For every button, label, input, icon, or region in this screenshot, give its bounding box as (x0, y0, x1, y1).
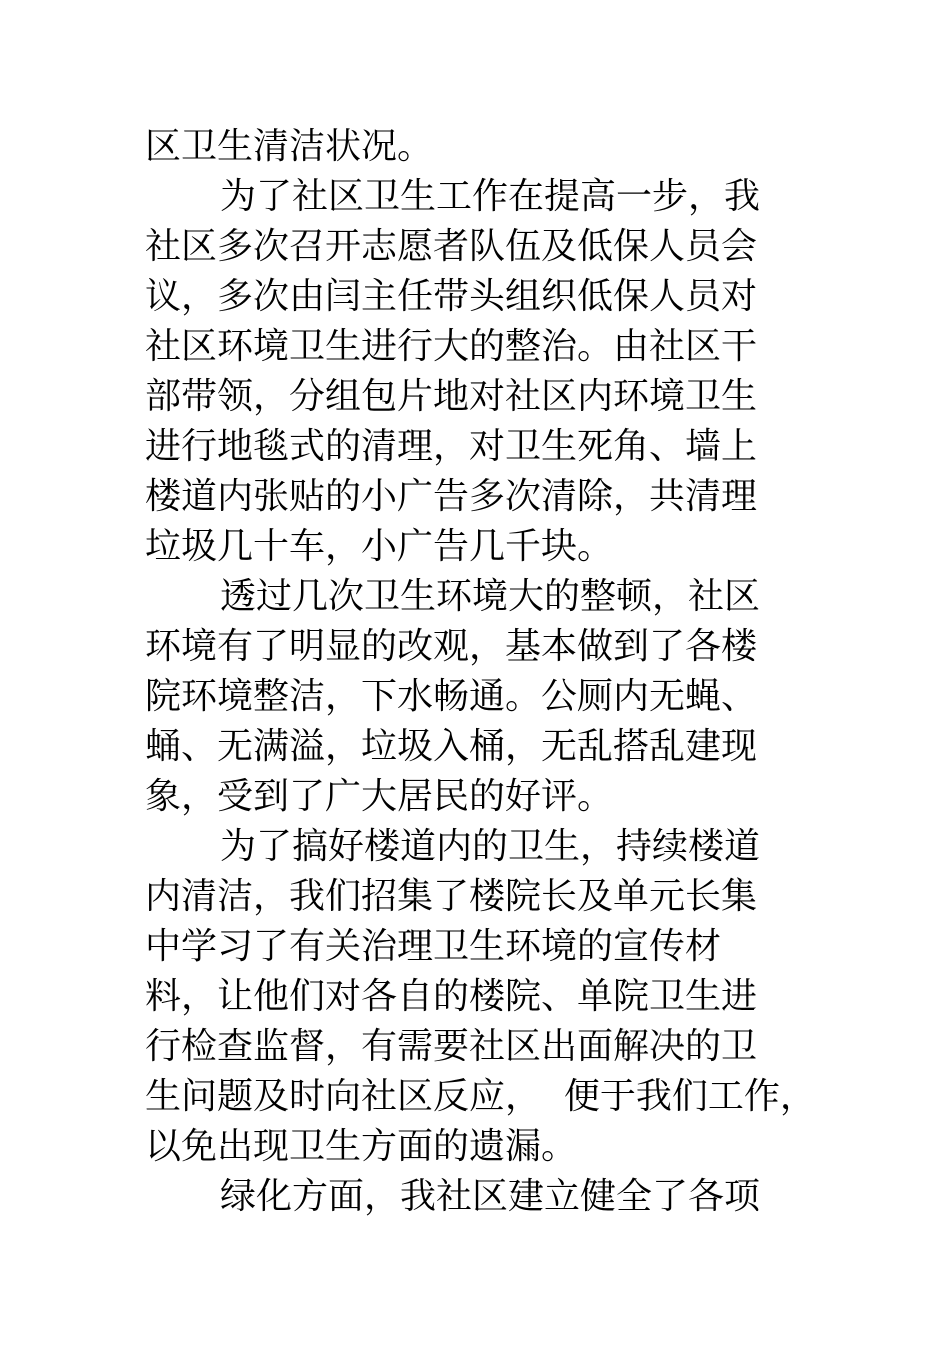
document-body (145, 122, 816, 1222)
paragraph-first-line: 为了社区卫生工作在提高一步，我 (220, 176, 761, 217)
text-line: 楼道内张贴的小广告多次清除，共清理 (145, 476, 758, 517)
text-line: 中学习了有关治理卫生环境的宣传材 (145, 926, 722, 967)
text-line: 料，让他们对各自的楼院、单院卫生进 (145, 976, 758, 1017)
text-line: 区卫生清洁状况。 (145, 126, 434, 167)
text-line: 象，受到了广大居民的好评。 (145, 776, 614, 817)
text-line: 垃圾几十车，小广告几千块。 (145, 526, 614, 567)
text-line: 社区多次召开志愿者队伍及低保人员会 (145, 226, 758, 267)
text-line: 行检查监督，有需要社区出面解决的卫 (145, 1026, 758, 1067)
text-line: 院环境整洁，下水畅通。公厕内无蝇、 (145, 676, 758, 717)
text-line: 进行地毯式的清理，对卫生死角、墙上 (145, 426, 758, 467)
text-line: 蛹、无满溢，垃圾入桶，无乱搭乱建现 (145, 726, 758, 767)
paragraph-first-line: 为了搞好楼道内的卫生，持续楼道 (220, 826, 761, 867)
text-line: 内清洁，我们招集了楼院长及单元长集 (145, 876, 758, 917)
text-line: 以免出现卫生方面的遗漏。 (145, 1126, 578, 1167)
paragraph-first-line: 绿化方面，我社区建立健全了各项 (220, 1176, 761, 1217)
text-line: 部带领，分组包片地对社区内环境卫生 (145, 376, 758, 417)
text-line: 社区环境卫生进行大的整治。由社区干 (145, 326, 758, 367)
text-line: 生问题及时向社区反应， 便于我们工作， (145, 1076, 816, 1117)
paragraph-first-line: 透过几次卫生环境大的整顿，社区 (220, 576, 761, 617)
text-line: 环境有了明显的改观，基本做到了各楼 (145, 626, 758, 667)
text-line: 议，多次由闫主任带头组织低保人员对 (145, 276, 758, 317)
